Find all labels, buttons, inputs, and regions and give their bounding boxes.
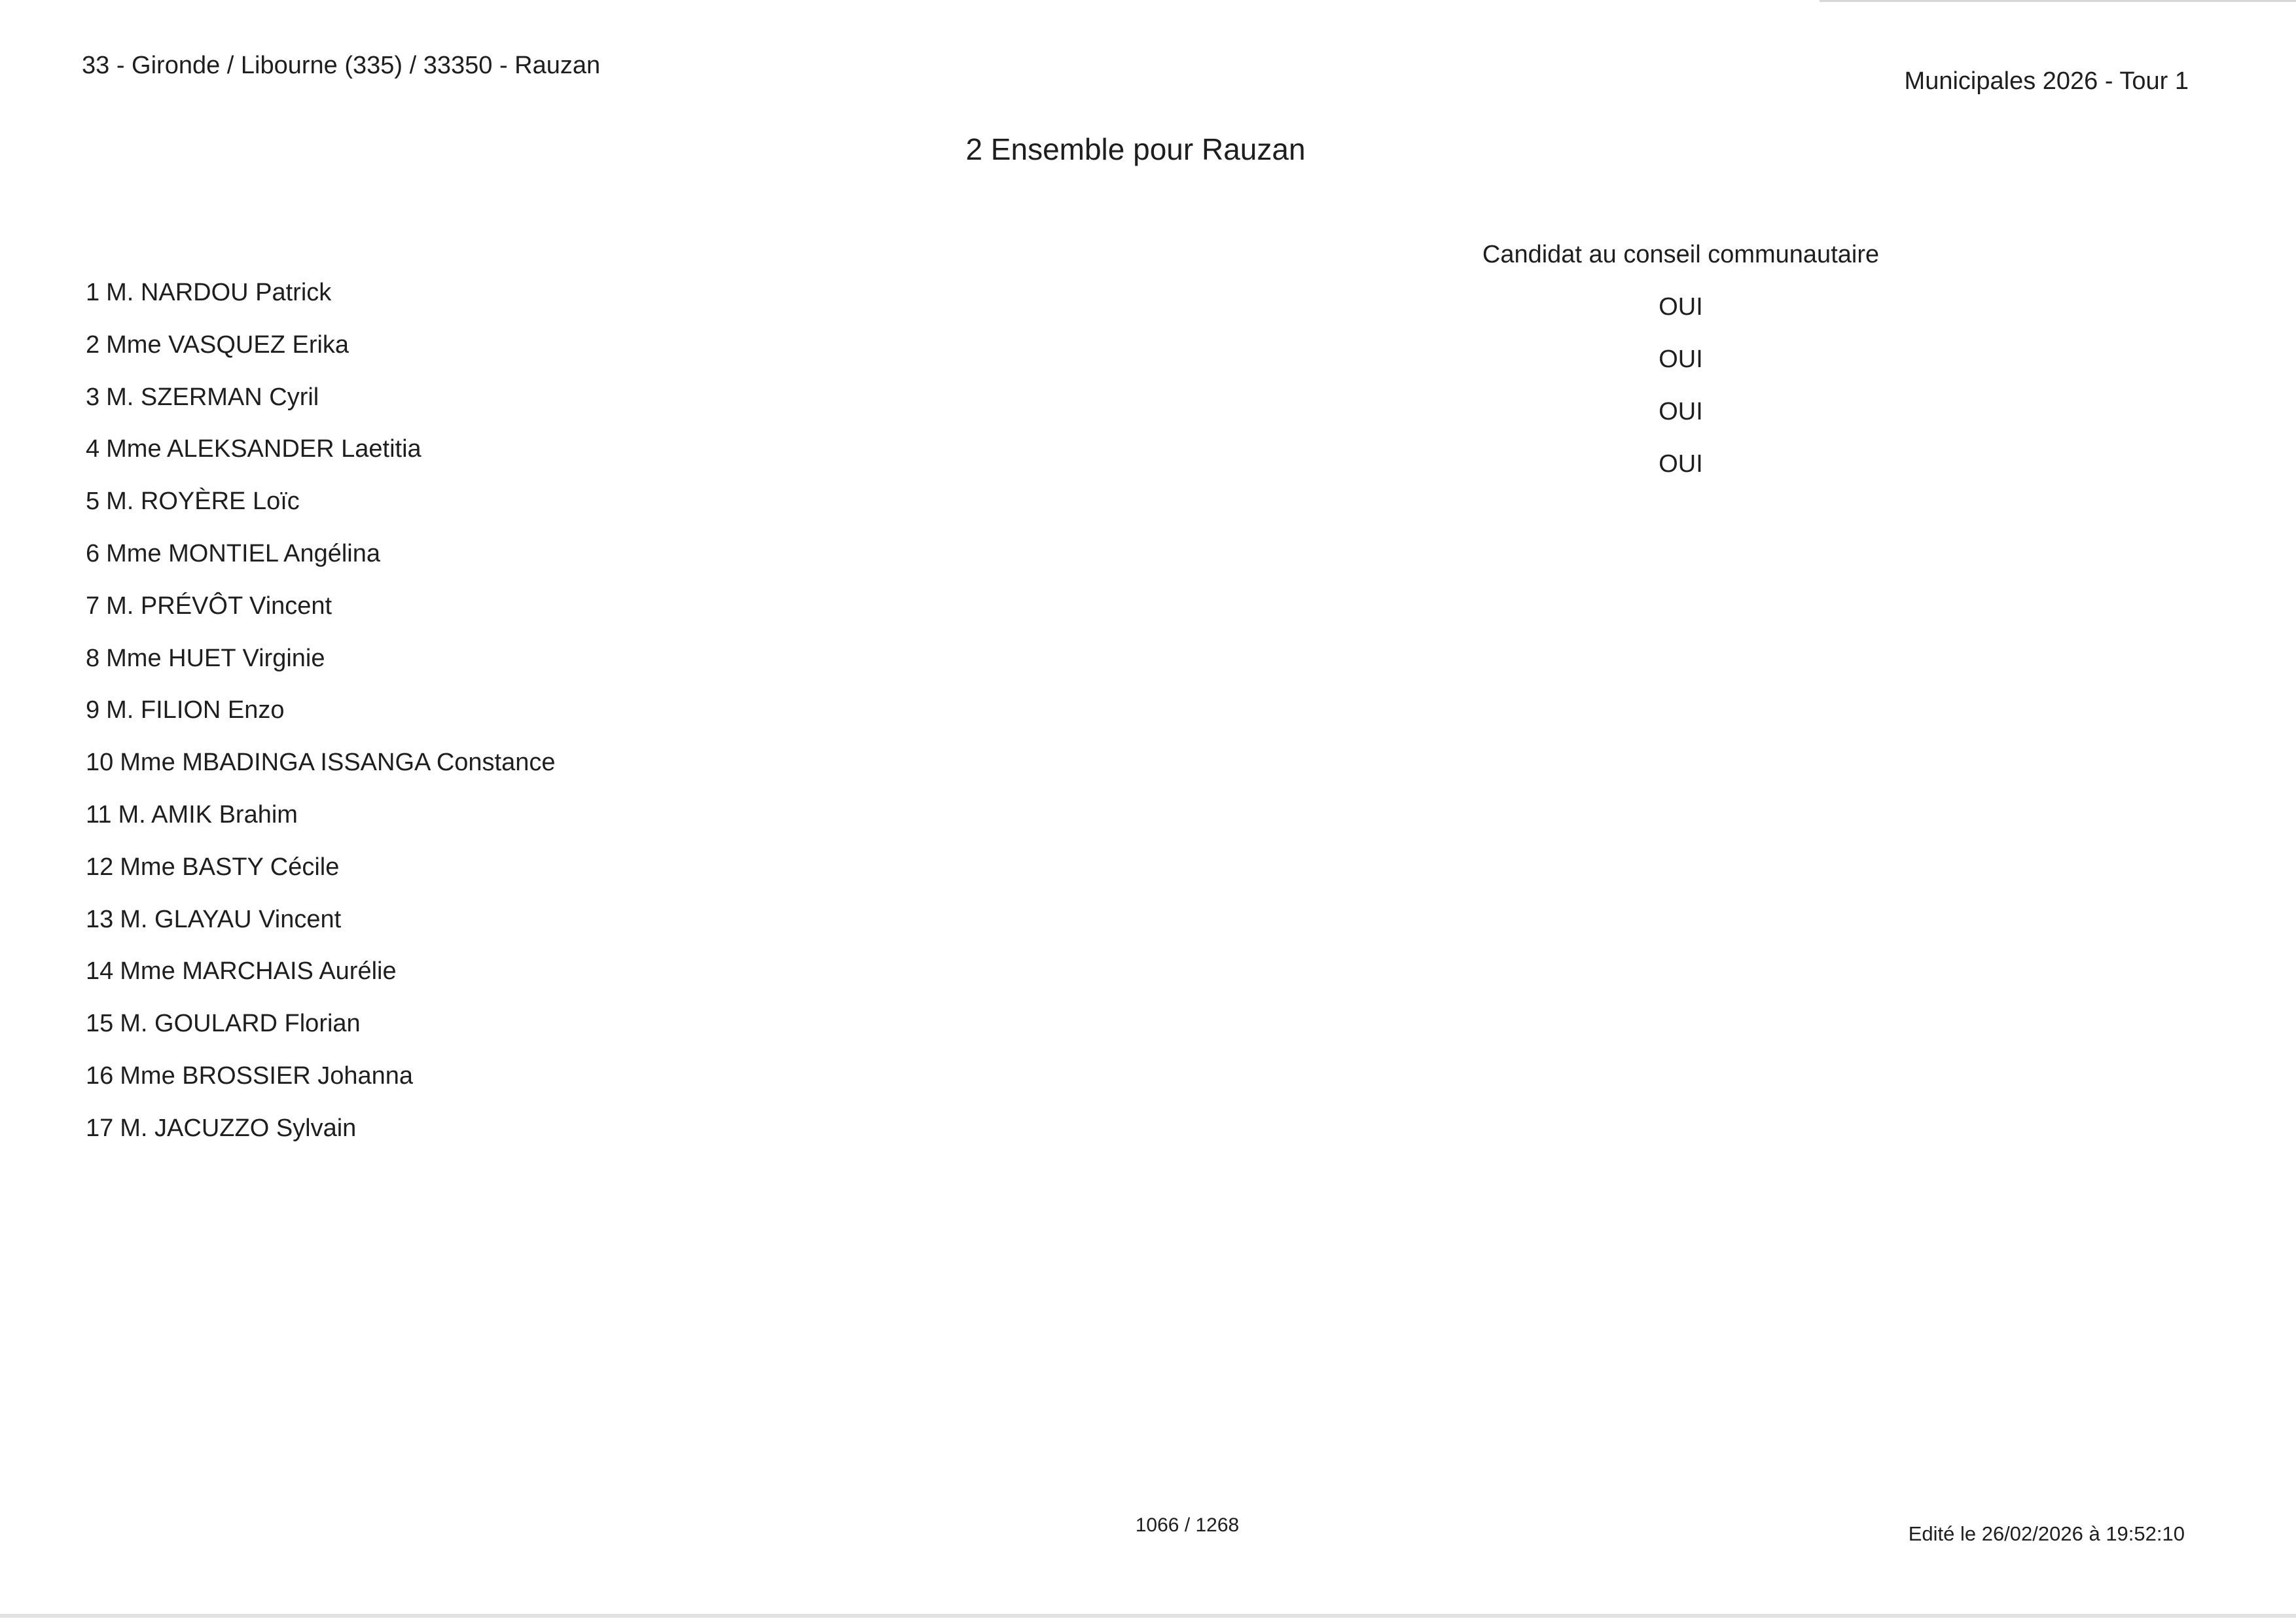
candidate-row — [86, 904, 556, 956]
candidate-name: M. PRÉVÔT Vincent — [106, 592, 332, 620]
scan-edge-bottom — [0, 1614, 2296, 1618]
election-header: Municipales 2026 - Tour 1 — [1904, 67, 2189, 95]
candidate-number: 11 — [86, 800, 112, 829]
community-council-column — [1419, 239, 1943, 501]
candidate-number: 15 — [86, 1010, 114, 1038]
candidate-number: 17 — [86, 1114, 114, 1142]
candidate-row — [86, 277, 556, 329]
candidate-name: Mme BROSSIER Johanna — [120, 1061, 414, 1090]
page-number: 1066 / 1268 — [1135, 1514, 1240, 1536]
community-council-header: Candidat au conseil communautaire — [1482, 241, 1880, 268]
candidate-name: Mme ALEKSANDER Laetitia — [106, 435, 422, 463]
community-council-value: OUI — [1659, 450, 1703, 478]
community-council-value: OUI — [1659, 293, 1703, 321]
list-title: 2 Ensemble pour Rauzan — [965, 132, 1306, 166]
candidate-list — [86, 277, 556, 1165]
candidate-row — [86, 851, 556, 904]
candidate-row — [86, 1060, 556, 1113]
candidate-number: 5 — [86, 488, 100, 516]
candidate-number: 7 — [86, 592, 100, 620]
candidate-row — [86, 694, 556, 747]
candidate-name: Mme MARCHAIS Aurélie — [120, 957, 397, 986]
candidate-number: 16 — [86, 1061, 114, 1090]
candidate-row — [86, 955, 556, 1008]
candidate-name: Mme BASTY Cécile — [120, 853, 340, 881]
candidate-row — [86, 433, 556, 486]
candidate-number: 2 — [86, 330, 100, 359]
community-council-values — [1419, 291, 1943, 501]
candidate-name: Mme MBADINGA ISSANGA Constance — [120, 749, 556, 777]
candidate-number: 12 — [86, 853, 114, 881]
candidate-name: M. NARDOU Patrick — [106, 279, 332, 306]
location-header: 33 - Gironde / Libourne (335) / 33350 - Rauzan — [82, 52, 601, 79]
candidate-number: 8 — [86, 644, 100, 672]
candidate-row — [86, 486, 556, 538]
candidate-row — [86, 643, 556, 695]
candidate-row — [86, 799, 556, 851]
candidate-name: M. SZERMAN Cyril — [106, 383, 319, 411]
candidate-name: M. AMIK Brahim — [118, 800, 298, 829]
candidate-row — [86, 590, 556, 643]
candidate-name: M. GOULARD Florian — [120, 1010, 361, 1038]
candidate-name: Mme MONTIEL Angélina — [106, 539, 380, 567]
candidate-row — [86, 747, 556, 799]
candidate-row — [86, 329, 556, 382]
candidate-number: 1 — [86, 279, 100, 306]
candidate-number: 10 — [86, 749, 114, 777]
candidate-number: 6 — [86, 539, 100, 567]
candidate-name: M. ROYÈRE Loïc — [106, 488, 300, 516]
candidate-number: 3 — [86, 383, 100, 411]
candidate-row — [86, 538, 556, 590]
candidate-row — [86, 382, 556, 434]
edition-timestamp: Edité le 26/02/2026 à 19:52:10 — [1908, 1522, 2185, 1545]
candidate-name: Mme VASQUEZ Erika — [106, 330, 350, 359]
candidate-number: 4 — [86, 435, 100, 463]
candidate-number: 13 — [86, 905, 114, 933]
candidate-name: M. FILION Enzo — [106, 696, 285, 724]
candidate-number: 9 — [86, 696, 100, 724]
candidate-name: Mme HUET Virginie — [106, 644, 325, 672]
candidate-name: M. GLAYAU Vincent — [120, 905, 342, 933]
community-council-value: OUI — [1659, 398, 1703, 425]
scan-edge-top — [1820, 0, 2296, 2]
candidate-row — [86, 1113, 556, 1165]
candidate-number: 14 — [86, 957, 114, 986]
community-council-value: OUI — [1659, 346, 1703, 373]
candidate-row — [86, 1008, 556, 1060]
candidate-name: M. JACUZZO Sylvain — [120, 1114, 357, 1142]
